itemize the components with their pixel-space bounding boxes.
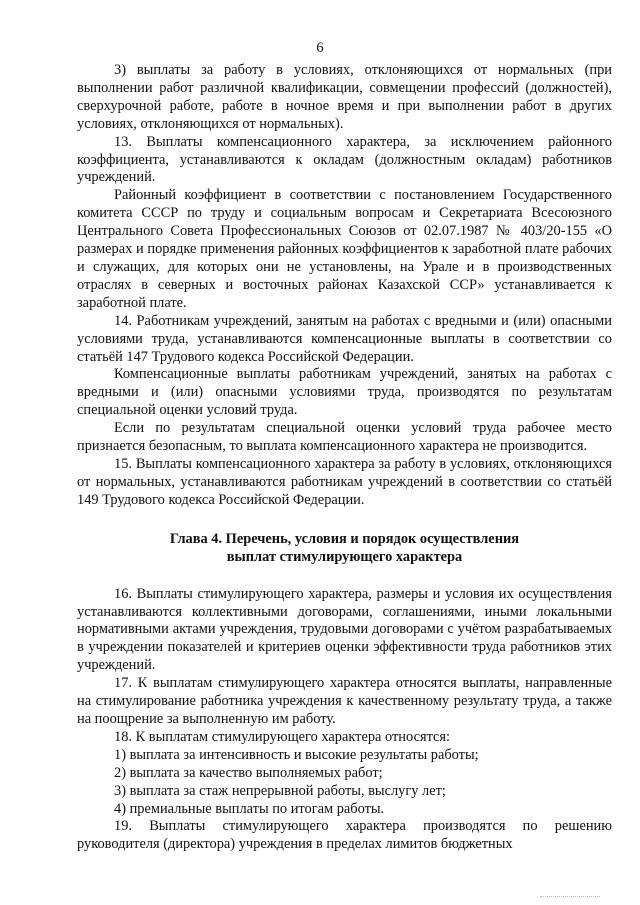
document-body — [77, 62, 612, 854]
list-item: 3) выплата за стаж непрерывной работы, выслугу лет; — [114, 782, 446, 799]
paragraph-15: 15. Выплаты компенсационного характера за работу в условиях, отклоняющихся от нормальных, устанавливаются работникам учреждений в соответствии со статьёй 149 Трудового кодекса Российской Федерации. — [77, 455, 612, 508]
paragraph-14: 14. Работникам учреждений, занятым на работах с вредными и (или) опасными условиями труда, устанавливаются компенсационные выплаты в соответствии со статьёй 147 Трудового кодекса Российской Федерации. — [77, 312, 612, 365]
incentive-list — [77, 747, 612, 819]
paragraph-safe-workplace: Если по результатам специальной оценки условий труда рабочее место признается безопасным, то выплата компенсационного характера не производится. — [77, 420, 612, 455]
paragraph-17: 17. К выплатам стимулирующего характера относятся выплаты, направленные на стимулирование работника учреждения к качественному результату труда, а также на поощрение за выполненную им работу. — [77, 675, 612, 727]
paragraph-13: 13. Выплаты компенсационного характера, за исключением районного коэффициента, устанавливаются к окладам (должностным окладам) работников учреждений. — [77, 133, 612, 186]
paragraph-16: 16. Выплаты стимулирующего характера, размеры и условия их осуществления устанавливаются коллективными договорами, соглашениями, иными локальными нормативными актами учреждения, трудовыми договорами с учётом разрабатываемых в учреждении показателей и критериев оценки эффективности труда работников этих учреждений. — [77, 585, 612, 674]
paragraph-regional-coefficient: Районный коэффициент в соответствии с постановлением Государственного комитета СССР по труду и социальным вопросам и Секретариата Всесоюзного Центрального Совета Профессиональных Союзов от 02.07.1987 № 403/20-155 «О размерах и порядке применения районных коэффициентов к заработной плате рабочих и служащих, для которых они не установлены, на Урале и в производственных отраслях в северных и восточных районах Казахской ССР» устанавливается к заработной плате. — [77, 187, 612, 311]
chapter-title — [77, 530, 612, 566]
scan-artifact — [540, 896, 600, 899]
list-item: 4) премиальные выплаты по итогам работы. — [114, 800, 385, 817]
chapter-title-line1: Глава 4. Перечень, условия и порядок осуществления — [169, 530, 520, 547]
paragraph-19: 19. Выплаты стимулирующего характера производятся по решению руководителя (директора) учреждения в пределах лимитов бюджетных — [77, 818, 612, 853]
list-item: 1) выплата за интенсивность и высокие результаты работы; — [114, 746, 479, 763]
paragraph-compensation-hazard: Компенсационные выплаты работникам учреждений, занятых на работах с вредными и (или) опасными условиями труда, производятся по результатам специальной оценки условий труда. — [77, 366, 612, 419]
paragraph-18: 18. К выплатам стимулирующего характера относятся: — [114, 728, 451, 745]
chapter-title-line2: выплат стимулирующего характера — [226, 548, 463, 565]
page-number: 6 — [316, 40, 324, 56]
paragraph-item-3: 3) выплаты за работу в условиях, отклоняющихся от нормальных (при выполнении работ различной квалификации, совмещении профессий (должностей), сверхурочной работе, работе в ночное время и при выполнении работ в других условиях, отклоняющихся от нормальных). — [77, 62, 612, 132]
list-item: 2) выплата за качество выполняемых работ; — [114, 764, 383, 781]
